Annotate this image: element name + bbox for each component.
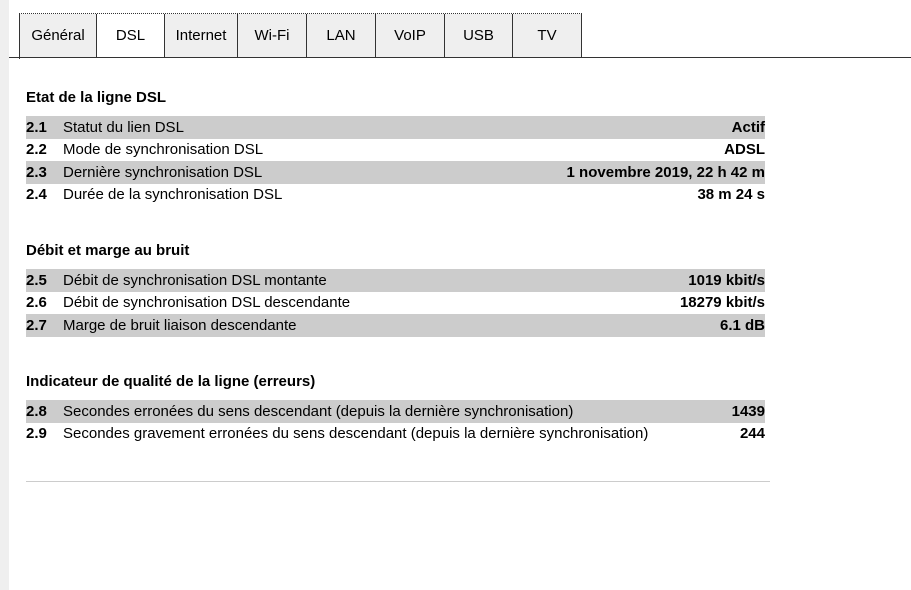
tab-bar: [19, 13, 582, 59]
tab-wifi[interactable]: Wi-Fi: [238, 14, 307, 58]
tab-tv[interactable]: TV: [513, 14, 582, 58]
row-number: 2.5: [26, 271, 47, 289]
row-number: 2.8: [26, 402, 47, 420]
table-dsl-status: [26, 116, 765, 206]
row-label: Secondes gravement erronées du sens descendant (depuis la dernière synchronisation): [63, 425, 649, 443]
footer-divider: [26, 481, 770, 482]
row-value: 6.1 dB: [719, 316, 765, 334]
table-row: [26, 292, 765, 315]
row-number: 2.3: [26, 163, 47, 181]
table-row: [26, 423, 765, 446]
left-sidebar-strip: [0, 0, 9, 590]
section-title-line-quality: Indicateur de qualité de la ligne (erreurs): [26, 373, 316, 390]
tab-internet[interactable]: Internet: [165, 14, 238, 58]
row-label: Secondes erronées du sens descendant (depuis la dernière synchronisation): [63, 402, 574, 420]
row-value: 1 novembre 2019, 22 h 42 m: [566, 163, 765, 181]
row-label: Marge de bruit liaison descendante: [63, 316, 297, 334]
row-value: 38 m 24 s: [697, 186, 765, 204]
row-label: Dernière synchronisation DSL: [63, 163, 263, 181]
row-label: Débit de synchronisation DSL montante: [63, 271, 327, 289]
tab-lan[interactable]: LAN: [307, 14, 376, 58]
tab-usb[interactable]: USB: [445, 14, 513, 58]
table-row: [26, 116, 765, 139]
row-value: ADSL: [724, 141, 765, 159]
row-label: Statut du lien DSL: [63, 118, 184, 136]
table-row: [26, 139, 765, 162]
table-row: [26, 269, 765, 292]
tab-voip[interactable]: VoIP: [376, 14, 445, 58]
section-title-dsl-status: Etat de la ligne DSL: [26, 89, 167, 106]
row-label: Mode de synchronisation DSL: [63, 141, 264, 159]
row-label: Durée de la synchronisation DSL: [63, 186, 283, 204]
table-row: [26, 314, 765, 337]
table-rate-noise: [26, 269, 765, 337]
row-number: 2.7: [26, 316, 47, 334]
row-number: 2.4: [26, 186, 47, 204]
section-title-rate-noise: Débit et marge au bruit: [26, 242, 190, 259]
table-row: [26, 161, 765, 184]
table-row: [26, 184, 765, 207]
tab-underline: [9, 57, 911, 58]
row-value: 244: [739, 425, 765, 443]
row-value: 1439: [731, 402, 765, 420]
tab-dsl[interactable]: DSL: [97, 14, 165, 58]
tab-general[interactable]: Général: [20, 14, 97, 58]
row-label: Débit de synchronisation DSL descendante: [63, 294, 351, 312]
row-number: 2.9: [26, 425, 47, 443]
row-value: 1019 kbit/s: [688, 271, 765, 289]
table-line-quality: [26, 400, 765, 445]
row-value: 18279 kbit/s: [679, 294, 765, 312]
row-number: 2.1: [26, 118, 47, 136]
row-number: 2.6: [26, 294, 47, 312]
row-number: 2.2: [26, 141, 47, 159]
row-value: Actif: [731, 118, 765, 136]
table-row: [26, 400, 765, 423]
